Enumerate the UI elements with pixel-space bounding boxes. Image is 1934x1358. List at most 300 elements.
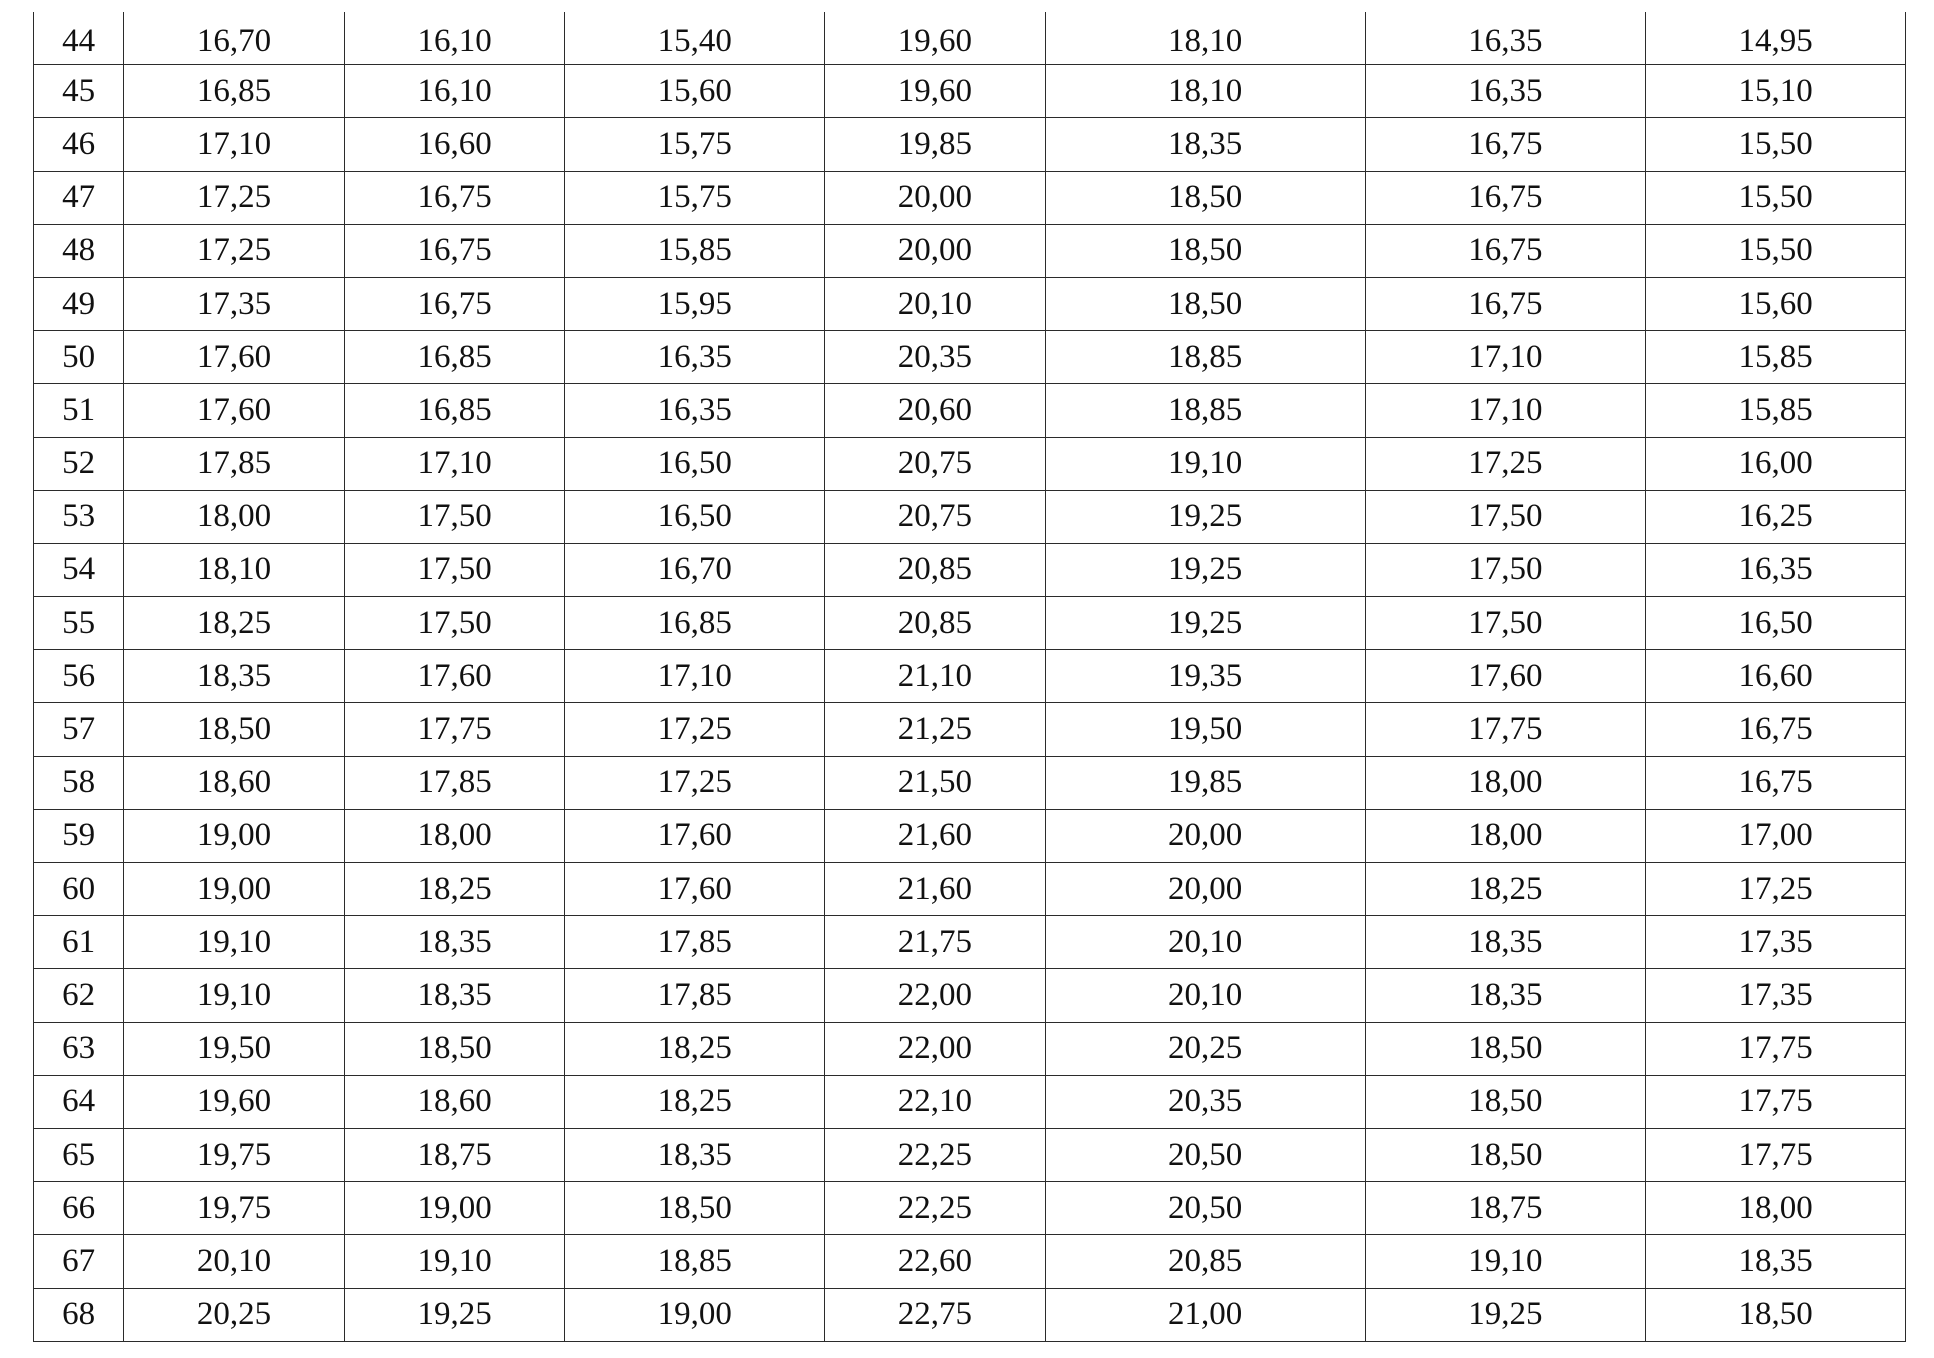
value-cell (825, 1182, 1046, 1235)
value-text: 20,85 (897, 551, 972, 588)
value-cell (825, 809, 1046, 862)
value-text: 21,50 (897, 764, 972, 801)
value-text: 17,25 (1468, 445, 1543, 482)
table-row (34, 543, 1906, 596)
value-cell (344, 1075, 565, 1128)
row-number-cell (34, 1182, 124, 1235)
value-text: 18,60 (417, 1083, 492, 1120)
value-cell (1646, 756, 1906, 809)
value-cell (565, 756, 825, 809)
value-text: 17,85 (417, 764, 492, 801)
value-text: 17,60 (1468, 657, 1543, 694)
row-number-cell (34, 65, 124, 118)
value-text: 18,50 (1468, 1083, 1543, 1120)
value-text: 15,50 (1738, 232, 1813, 269)
value-text: 17,50 (417, 604, 492, 641)
row-number-cell (34, 809, 124, 862)
value-text: 22,25 (897, 1136, 972, 1173)
value-text: 18,50 (417, 1030, 492, 1067)
row-number-text: 63 (62, 1030, 96, 1067)
value-text: 17,75 (1738, 1136, 1813, 1173)
value-text: 17,85 (657, 923, 732, 960)
value-text: 17,10 (1468, 391, 1543, 428)
value-cell (1365, 597, 1646, 650)
table-row (34, 1182, 1906, 1235)
value-cell (825, 543, 1046, 596)
value-cell (344, 384, 565, 437)
row-number-cell (34, 171, 124, 224)
value-cell (1045, 224, 1365, 277)
value-cell (124, 916, 345, 969)
value-cell (344, 916, 565, 969)
value-text: 15,60 (1738, 285, 1813, 322)
value-cell (1045, 863, 1365, 916)
value-text: 18,85 (1167, 391, 1243, 428)
value-text: 15,10 (1738, 72, 1813, 109)
value-text: 16,35 (657, 338, 732, 375)
value-text: 20,60 (897, 391, 972, 428)
value-text: 17,10 (417, 445, 492, 482)
value-text: 19,25 (417, 1296, 492, 1333)
value-text: 15,50 (1738, 179, 1813, 216)
value-cell (1365, 437, 1646, 490)
value-text: 18,50 (1167, 232, 1243, 269)
value-cell (1045, 1128, 1365, 1181)
value-text: 16,35 (1738, 551, 1813, 588)
value-cell (565, 703, 825, 756)
table-row (34, 277, 1906, 330)
value-text: 18,00 (1468, 817, 1543, 854)
value-text: 18,10 (1167, 22, 1243, 59)
row-number-text: 56 (62, 657, 96, 694)
value-cell (825, 969, 1046, 1022)
value-cell (825, 12, 1046, 65)
value-text: 18,85 (1167, 338, 1243, 375)
row-number-cell (34, 969, 124, 1022)
value-cell (344, 597, 565, 650)
value-cell (1045, 118, 1365, 171)
value-cell (1365, 1128, 1646, 1181)
value-text: 18,75 (1468, 1189, 1543, 1226)
value-text: 22,75 (897, 1296, 972, 1333)
value-text: 16,75 (417, 285, 492, 322)
value-cell (1045, 969, 1365, 1022)
value-cell (124, 703, 345, 756)
value-text: 17,50 (1468, 604, 1543, 641)
value-text: 17,35 (1738, 976, 1813, 1013)
value-text: 19,00 (417, 1189, 492, 1226)
value-cell (565, 1235, 825, 1288)
row-number-cell (34, 437, 124, 490)
value-cell (1365, 118, 1646, 171)
value-text: 16,35 (657, 391, 732, 428)
value-cell (565, 65, 825, 118)
value-cell (1365, 756, 1646, 809)
value-cell (825, 384, 1046, 437)
value-text: 18,50 (1167, 285, 1243, 322)
value-cell (1646, 171, 1906, 224)
value-text: 19,10 (196, 923, 272, 960)
value-text: 21,60 (897, 870, 972, 907)
value-cell (825, 437, 1046, 490)
table-row (34, 650, 1906, 703)
value-cell (1045, 65, 1365, 118)
value-cell (124, 331, 345, 384)
value-cell (124, 1022, 345, 1075)
value-cell (1045, 756, 1365, 809)
value-cell (1365, 277, 1646, 330)
row-number-text: 64 (62, 1083, 96, 1120)
value-cell (1365, 863, 1646, 916)
value-cell (344, 118, 565, 171)
value-cell (1045, 1235, 1365, 1288)
value-text: 18,35 (657, 1136, 732, 1173)
row-number-text: 59 (62, 817, 96, 854)
value-cell (565, 12, 825, 65)
row-number-text: 54 (62, 551, 96, 588)
row-number-text: 53 (62, 498, 96, 535)
table-row (34, 1235, 1906, 1288)
value-cell (124, 490, 345, 543)
row-number-text: 44 (62, 22, 96, 59)
value-cell (344, 650, 565, 703)
row-number-text: 62 (62, 976, 96, 1013)
row-number-cell (34, 543, 124, 596)
value-cell (1646, 916, 1906, 969)
value-text: 20,00 (897, 179, 972, 216)
value-cell (344, 12, 565, 65)
value-text: 15,40 (657, 22, 732, 59)
value-text: 20,85 (1167, 1242, 1243, 1279)
value-text: 17,50 (417, 551, 492, 588)
value-cell (1646, 65, 1906, 118)
value-text: 16,75 (1468, 179, 1543, 216)
value-cell (825, 916, 1046, 969)
value-cell (124, 1182, 345, 1235)
row-number-cell (34, 1128, 124, 1181)
value-cell (344, 437, 565, 490)
table-row (34, 703, 1906, 756)
value-cell (1646, 490, 1906, 543)
value-text: 18,35 (417, 923, 492, 960)
value-text: 22,00 (897, 1030, 972, 1067)
value-text: 18,00 (417, 817, 492, 854)
value-cell (1646, 1235, 1906, 1288)
value-text: 19,00 (196, 817, 272, 854)
value-text: 18,85 (657, 1242, 732, 1279)
value-text: 14,95 (1738, 22, 1813, 59)
row-number-text: 51 (62, 391, 96, 428)
value-cell (565, 331, 825, 384)
value-cell (124, 650, 345, 703)
value-cell (344, 1288, 565, 1341)
value-cell (565, 597, 825, 650)
table-row (34, 118, 1906, 171)
value-text: 19,60 (897, 72, 972, 109)
value-text: 21,60 (897, 817, 972, 854)
table-row (34, 437, 1906, 490)
value-text: 15,75 (657, 125, 732, 162)
value-text: 17,60 (196, 391, 272, 428)
value-text: 22,25 (897, 1189, 972, 1226)
value-cell (565, 1128, 825, 1181)
value-text: 17,25 (196, 179, 272, 216)
value-text: 16,60 (1738, 657, 1813, 694)
value-text: 17,60 (196, 338, 272, 375)
value-text: 17,75 (1738, 1083, 1813, 1120)
value-cell (1646, 650, 1906, 703)
value-text: 16,35 (1468, 22, 1543, 59)
value-text: 18,25 (196, 604, 272, 641)
value-text: 19,00 (196, 870, 272, 907)
value-text: 19,50 (196, 1030, 272, 1067)
value-text: 16,50 (1738, 604, 1813, 641)
value-text: 18,25 (417, 870, 492, 907)
table-row (34, 224, 1906, 277)
table-row (34, 1128, 1906, 1181)
value-cell (565, 1075, 825, 1128)
value-cell (1045, 437, 1365, 490)
value-cell (1365, 12, 1646, 65)
value-cell (124, 171, 345, 224)
value-text: 16,50 (657, 498, 732, 535)
value-text: 16,00 (1738, 445, 1813, 482)
value-text: 17,75 (1738, 1030, 1813, 1067)
value-text: 16,70 (196, 22, 272, 59)
value-cell (1365, 490, 1646, 543)
value-cell (344, 1235, 565, 1288)
value-text: 19,35 (1167, 657, 1243, 694)
value-text: 20,00 (897, 232, 972, 269)
value-text: 19,50 (1167, 711, 1243, 748)
value-cell (825, 171, 1046, 224)
row-number-text: 55 (62, 604, 96, 641)
row-number-cell (34, 1075, 124, 1128)
value-cell (825, 703, 1046, 756)
value-text: 15,60 (657, 72, 732, 109)
value-text: 18,25 (657, 1083, 732, 1120)
value-text: 22,60 (897, 1242, 972, 1279)
table-row (34, 384, 1906, 437)
row-number-text: 47 (62, 179, 96, 216)
value-cell (1646, 331, 1906, 384)
value-text: 16,85 (417, 338, 492, 375)
row-number-text: 46 (62, 125, 96, 162)
value-text: 21,00 (1167, 1296, 1243, 1333)
value-text: 19,00 (657, 1296, 732, 1333)
value-text: 19,60 (196, 1083, 272, 1120)
value-cell (1646, 703, 1906, 756)
value-text: 17,10 (1468, 338, 1543, 375)
value-text: 18,75 (417, 1136, 492, 1173)
value-text: 21,25 (897, 711, 972, 748)
value-cell (565, 224, 825, 277)
value-cell (1365, 171, 1646, 224)
value-cell (1646, 1288, 1906, 1341)
value-text: 17,60 (417, 657, 492, 694)
value-cell (344, 171, 565, 224)
value-cell (565, 1022, 825, 1075)
row-number-cell (34, 224, 124, 277)
value-text: 19,10 (417, 1242, 492, 1279)
value-cell (1365, 650, 1646, 703)
value-text: 18,50 (1738, 1296, 1813, 1333)
value-text: 16,75 (1468, 232, 1543, 269)
value-text: 16,10 (417, 72, 492, 109)
value-cell (565, 969, 825, 1022)
value-text: 18,25 (1468, 870, 1543, 907)
value-text: 18,10 (1167, 72, 1243, 109)
table-row (34, 597, 1906, 650)
row-number-cell (34, 384, 124, 437)
value-text: 20,10 (897, 285, 972, 322)
value-cell (1365, 1022, 1646, 1075)
value-cell (825, 277, 1046, 330)
value-cell (1045, 650, 1365, 703)
value-cell (565, 277, 825, 330)
value-cell (565, 863, 825, 916)
value-text: 19,85 (897, 125, 972, 162)
row-number-cell (34, 756, 124, 809)
value-text: 19,75 (196, 1136, 272, 1173)
value-text: 17,25 (657, 764, 732, 801)
value-cell (565, 1288, 825, 1341)
row-number-text: 66 (62, 1189, 96, 1226)
value-cell (1365, 809, 1646, 862)
value-text: 16,75 (417, 232, 492, 269)
value-text: 18,60 (196, 764, 272, 801)
data-table (33, 12, 1906, 1342)
value-cell (825, 118, 1046, 171)
value-text: 18,35 (196, 657, 272, 694)
value-cell (124, 1235, 345, 1288)
value-text: 18,50 (1167, 179, 1243, 216)
value-cell (1646, 1128, 1906, 1181)
value-text: 18,50 (1468, 1030, 1543, 1067)
value-text: 16,75 (1468, 125, 1543, 162)
value-text: 19,10 (196, 976, 272, 1013)
value-cell (1045, 490, 1365, 543)
value-cell (344, 703, 565, 756)
value-cell (1365, 1182, 1646, 1235)
value-text: 20,35 (897, 338, 972, 375)
row-number-cell (34, 490, 124, 543)
value-text: 17,25 (196, 232, 272, 269)
value-cell (344, 809, 565, 862)
value-text: 21,10 (897, 657, 972, 694)
value-cell (1045, 171, 1365, 224)
table-row (34, 1022, 1906, 1075)
value-text: 18,35 (1167, 125, 1243, 162)
value-cell (344, 65, 565, 118)
value-cell (1045, 331, 1365, 384)
value-cell (1646, 863, 1906, 916)
value-cell (344, 756, 565, 809)
value-cell (1646, 1022, 1906, 1075)
value-text: 15,85 (1738, 338, 1813, 375)
value-cell (565, 437, 825, 490)
value-cell (825, 65, 1046, 118)
value-text: 20,85 (897, 604, 972, 641)
value-text: 22,10 (897, 1083, 972, 1120)
value-text: 16,75 (1468, 285, 1543, 322)
value-text: 17,60 (657, 870, 732, 907)
value-text: 20,50 (1167, 1136, 1243, 1173)
value-cell (1365, 65, 1646, 118)
table-row (34, 331, 1906, 384)
value-text: 16,85 (196, 72, 272, 109)
value-text: 20,75 (897, 498, 972, 535)
value-text: 19,85 (1167, 764, 1243, 801)
value-cell (344, 969, 565, 1022)
value-cell (124, 65, 345, 118)
value-text: 20,10 (1167, 976, 1243, 1013)
row-number-cell (34, 597, 124, 650)
value-cell (1045, 1288, 1365, 1341)
value-text: 18,25 (657, 1030, 732, 1067)
value-cell (1045, 1075, 1365, 1128)
value-cell (565, 650, 825, 703)
value-cell (344, 863, 565, 916)
table-body (34, 12, 1906, 1341)
row-number-cell (34, 1235, 124, 1288)
row-number-text: 67 (62, 1242, 96, 1279)
value-cell (1365, 916, 1646, 969)
value-cell (825, 597, 1046, 650)
value-cell (1045, 916, 1365, 969)
value-text: 20,00 (1167, 817, 1243, 854)
value-cell (1646, 437, 1906, 490)
value-cell (1646, 12, 1906, 65)
row-number-cell (34, 703, 124, 756)
value-cell (344, 490, 565, 543)
value-text: 18,50 (1468, 1136, 1543, 1173)
value-cell (344, 1022, 565, 1075)
value-cell (124, 1075, 345, 1128)
value-text: 19,60 (897, 22, 972, 59)
value-cell (1045, 1182, 1365, 1235)
value-text: 17,00 (1738, 817, 1813, 854)
value-cell (1646, 118, 1906, 171)
value-text: 19,25 (1167, 498, 1243, 535)
value-text: 20,25 (1167, 1030, 1243, 1067)
table-row (34, 490, 1906, 543)
value-cell (565, 916, 825, 969)
value-cell (565, 543, 825, 596)
row-number-text: 50 (62, 338, 96, 375)
value-text: 17,75 (417, 711, 492, 748)
value-text: 16,60 (417, 125, 492, 162)
value-cell (124, 756, 345, 809)
value-text: 18,35 (1738, 1242, 1813, 1279)
value-text: 20,50 (1167, 1189, 1243, 1226)
value-cell (825, 756, 1046, 809)
value-text: 20,10 (196, 1242, 272, 1279)
value-cell (124, 1288, 345, 1341)
row-number-text: 60 (62, 870, 96, 907)
value-cell (1045, 384, 1365, 437)
value-text: 18,35 (1468, 976, 1543, 1013)
value-cell (565, 118, 825, 171)
value-text: 16,85 (417, 391, 492, 428)
value-text: 19,10 (1167, 445, 1243, 482)
value-text: 15,85 (657, 232, 732, 269)
value-cell (825, 490, 1046, 543)
value-text: 16,85 (657, 604, 732, 641)
value-text: 18,50 (657, 1189, 732, 1226)
value-cell (124, 437, 345, 490)
value-cell (124, 597, 345, 650)
